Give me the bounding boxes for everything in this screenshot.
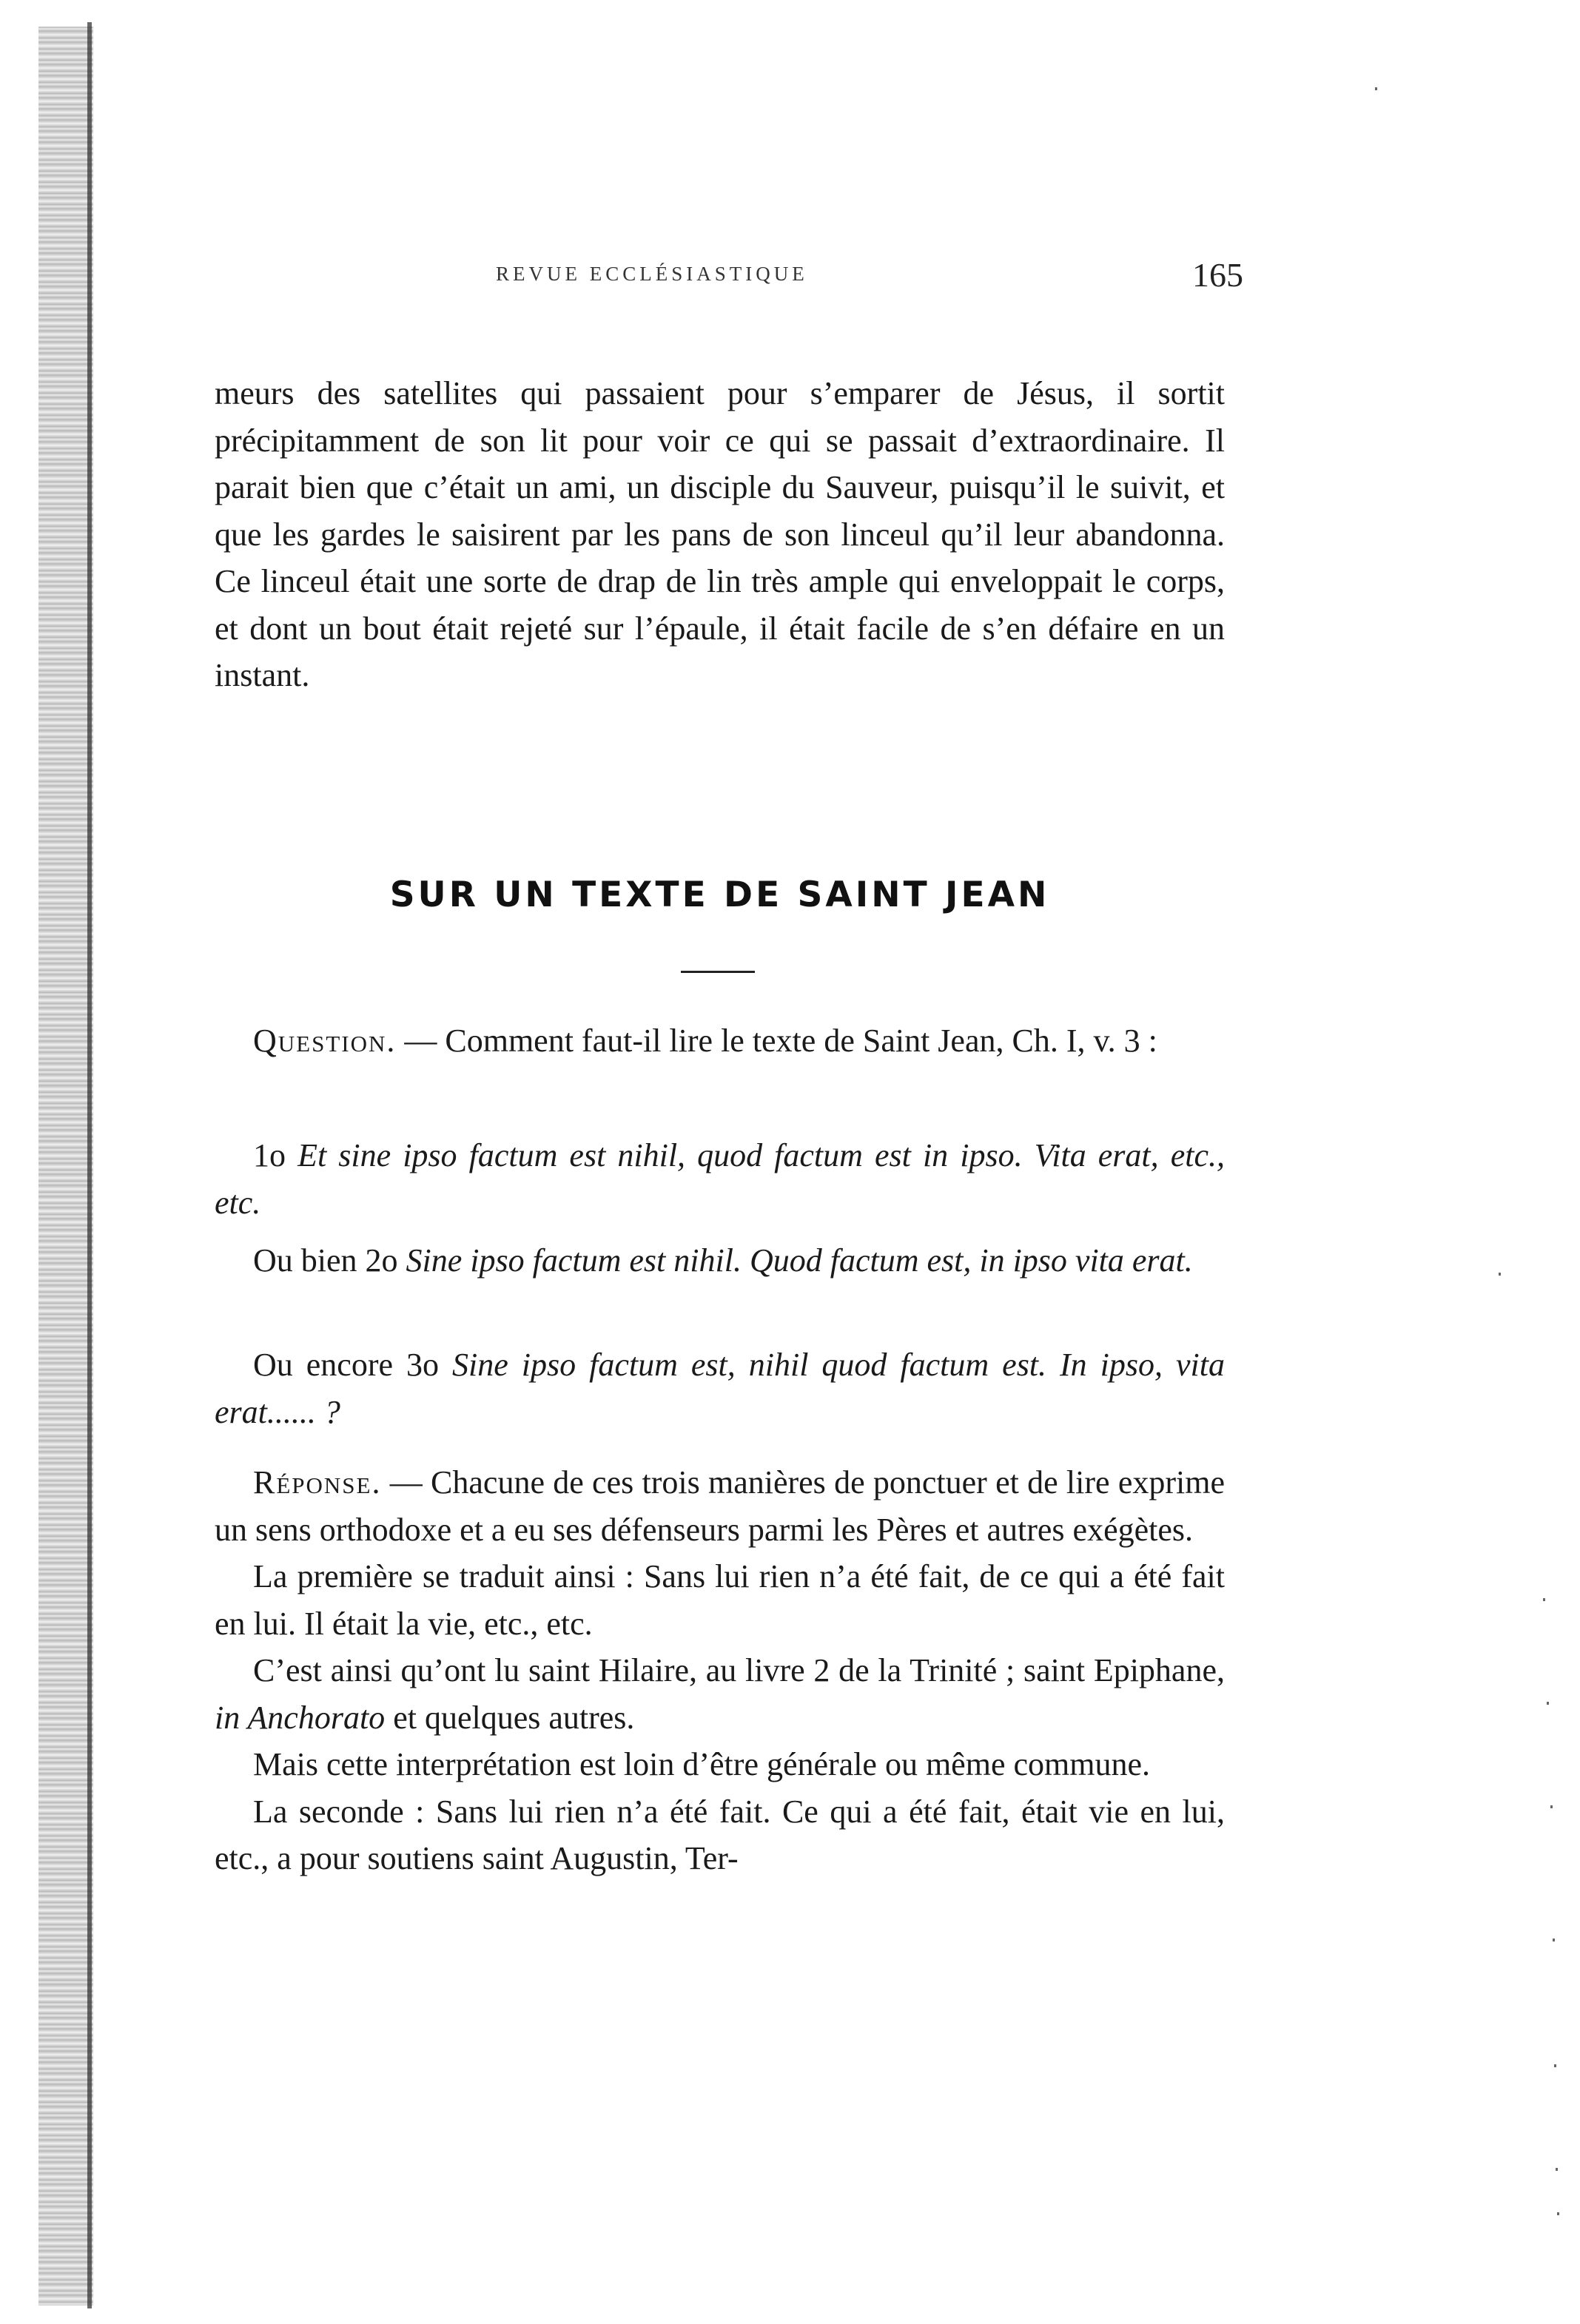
scan-speck xyxy=(1554,2064,1556,2067)
title-rule xyxy=(681,971,755,973)
answer-dash: — xyxy=(381,1464,431,1501)
scan-speck xyxy=(1557,2212,1559,2215)
answer-p1-text: Chacune de ces trois manières de ponctuer et de lire exprime un sens orthodoxe et a eu ses défenseurs parmi les Pères et autres exégètes. xyxy=(215,1464,1225,1548)
page-number: 165 xyxy=(1192,256,1243,294)
option-1-text xyxy=(215,1132,1225,1226)
question-dash: — xyxy=(396,1023,446,1059)
option-2-latin: Sine ipso factum est nihil. Quod factum est, in ipso vita erat. xyxy=(406,1242,1193,1279)
option-3-text xyxy=(215,1341,1225,1435)
answer-paragraph-5: La seconde : Sans lui rien n’a été fait. Ce qui a été fait, était vie en lui, etc., a pour soutiens saint Augustin, Ter- xyxy=(215,1793,1225,1876)
question-body: Comment faut-il lire le texte de Saint Jean, Ch. I, v. 3 : xyxy=(445,1023,1157,1059)
scan-speck xyxy=(1550,1805,1553,1808)
continuation-paragraph xyxy=(215,370,1225,699)
option-1-number: 1o xyxy=(253,1137,298,1173)
scan-speck xyxy=(1375,87,1377,90)
scan-speck xyxy=(1556,2168,1558,2171)
answer-section xyxy=(215,1459,1225,1882)
scan-speck xyxy=(1547,1702,1549,1705)
paragraph-text: meurs des satellites qui passaient pour s’emparer de Jésus, il sortit précipitamment de son lit pour voir ce qui se passait d’extraordinaire. Il parait bien que c’était un ami, un disciple du Sauveur, puisqu’il le suivit, et que les gardes le saisirent par les pans de son linceul qu’il leur abandonna. Ce linceul était une sorte de drap de lin très ample qui enveloppait le corps, et dont un bout était rejeté sur l’épaule, il était facile de s’en défaire en un instant. xyxy=(215,375,1225,693)
answer-paragraph-1 xyxy=(215,1459,1225,1553)
option-3-latin: Sine ipso factum est, nihil quod factum est. In ipso, vita erat...... ? xyxy=(215,1347,1226,1430)
option-2-text xyxy=(215,1237,1225,1284)
reading-option-3 xyxy=(215,1341,1225,1435)
scan-speck xyxy=(1553,1939,1555,1941)
question-paragraph xyxy=(215,1017,1225,1065)
binding-shadow-line xyxy=(87,22,92,2308)
reading-option-2 xyxy=(215,1237,1225,1284)
scan-speck xyxy=(1543,1598,1545,1601)
option-1-latin: Et sine ipso factum est nihil, quod factum est in ipso. Vita erat, etc., etc. xyxy=(215,1137,1226,1221)
answer-p3-text-a: C’est ainsi qu’ont lu saint Hilaire, au livre 2 de la Trinité ; saint Epiphane, xyxy=(253,1652,1225,1688)
option-2-prefix: Ou bien 2o xyxy=(253,1242,406,1279)
reading-option-1 xyxy=(215,1132,1225,1226)
answer-paragraph-3 xyxy=(215,1647,1225,1741)
running-title: REVUE ECCLÉSIASTIQUE xyxy=(496,263,808,285)
answer-p3-text-b: et quelques autres. xyxy=(385,1699,635,1736)
answer-paragraph-2: La première se traduit ainsi : Sans lui rien n’a été fait, de ce qui a été fait en lui. Il était la vie, etc., etc. xyxy=(215,1558,1225,1642)
scan-speck xyxy=(1499,1273,1501,1276)
question-label: Question. xyxy=(253,1023,397,1059)
question-text xyxy=(215,1017,1225,1065)
book-binding-edge xyxy=(38,27,93,2306)
section-title: SUR UN TEXTE DE SAINT JEAN xyxy=(389,875,1050,915)
answer-paragraph-4: Mais cette interprétation est loin d’être générale ou même commune. xyxy=(253,1746,1150,1782)
page-header xyxy=(496,255,1243,300)
answer-p3-italic: in Anchorato xyxy=(215,1699,386,1736)
option-3-prefix: Ou encore 3o xyxy=(253,1347,453,1383)
answer-label: Réponse. xyxy=(253,1464,382,1501)
